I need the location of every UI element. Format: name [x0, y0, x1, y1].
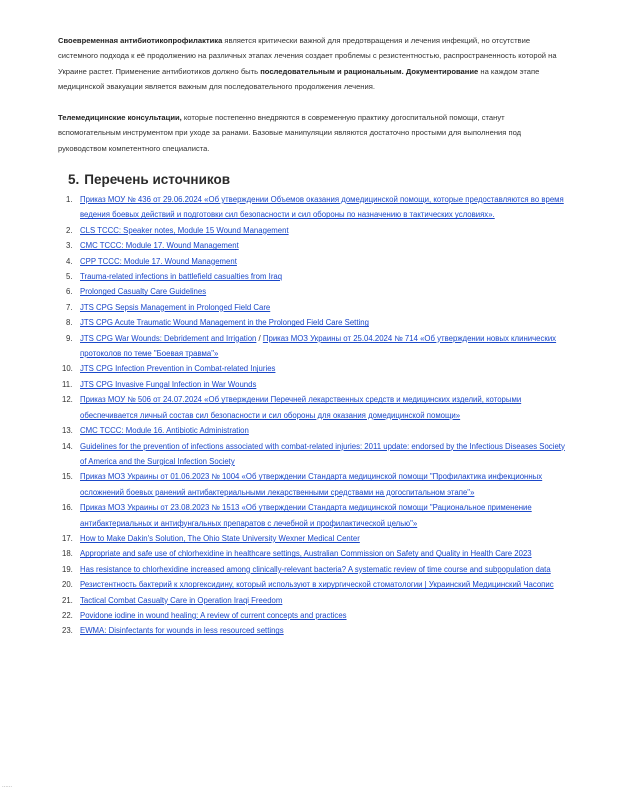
- bold-phrase: последовательным и рациональным.: [260, 66, 404, 76]
- paragraph-text: является критически важной для предотвращения и лечения инфекций, но отсутствие системного подхода к её продолжению на различных этапах лечения создает проблемы с резистентностью, распространенность которой на Украине растет. Применение антибиотиков должно быть: [58, 36, 557, 76]
- reference-number: 16.: [62, 503, 73, 513]
- reference-item: [62, 577, 566, 592]
- reference-link[interactable]: CMC TCCC: Module 16. Antibiotic Administration: [80, 426, 249, 436]
- bold-phrase: Документирование: [405, 66, 479, 76]
- reference-item: [62, 392, 566, 423]
- reference-link[interactable]: JTS CPG War Wounds: Debridement and Irrigation: [80, 333, 257, 343]
- intro-paragraph-telemedicine: [58, 110, 568, 156]
- reference-item: [66, 300, 566, 315]
- reference-link[interactable]: JTS CPG Invasive Fungal Infection in War Wounds: [80, 379, 257, 389]
- section-heading: [68, 172, 230, 187]
- reference-item: [66, 315, 566, 330]
- reference-number: 8.: [66, 318, 73, 328]
- reference-item: [66, 192, 566, 223]
- reference-link[interactable]: Prolonged Casualty Care Guidelines: [80, 287, 207, 297]
- bold-phrase: Телемедицинские консультации,: [58, 113, 182, 122]
- reference-link[interactable]: JTS CPG Infection Prevention in Combat-related Injuries: [80, 364, 276, 374]
- section-title: Перечень источников: [84, 172, 231, 187]
- reference-item: [66, 331, 566, 362]
- reference-number: 12.: [62, 395, 73, 405]
- reference-number: 14.: [62, 441, 73, 451]
- reference-link[interactable]: How to Make Dakin's Solution, The Ohio State University Wexner Medical Center: [80, 533, 360, 543]
- reference-item: [62, 531, 566, 546]
- page-corner-mark: ......: [2, 783, 13, 789]
- reference-link[interactable]: Приказ МОЗ Украины от 25.04.2024 № 714 «Об утверждении новых клинических протоколов по теме "Боевая травма"»: [80, 333, 557, 359]
- reference-separator: /: [256, 333, 263, 343]
- reference-number: 13.: [62, 426, 73, 436]
- paragraph-text: на каждом этапе медицинской эвакуации является важным для последовательного продолжения лечения.: [58, 66, 540, 92]
- reference-number: 4.: [66, 256, 73, 266]
- reference-item: [66, 269, 566, 284]
- reference-number: 23.: [62, 626, 73, 636]
- reference-link[interactable]: Has resistance to chlorhexidine increased among clinically-relevant bacteria? A systematic review of time course and subpopulation data: [80, 564, 551, 574]
- reference-number: 9.: [66, 333, 73, 343]
- intro-paragraph-antibiotics: [58, 33, 568, 95]
- reference-item: [62, 623, 566, 638]
- reference-item: [62, 439, 566, 470]
- reference-number: 6.: [66, 287, 73, 297]
- reference-link[interactable]: Приказ МОУ № 436 от 29.06.2024 «Об утверждении Объемов оказания домедицинской помощи, которые предоставляются во время ведения боевых действий и подготовки сил безопасности и сил обороны по назначению в тактических условиях».: [80, 195, 564, 220]
- reference-item: [62, 562, 566, 577]
- reference-item: [62, 546, 566, 561]
- reference-item: [62, 423, 566, 438]
- reference-number: 19.: [62, 564, 73, 574]
- reference-item: [62, 377, 566, 392]
- reference-number: 3.: [66, 241, 73, 251]
- reference-number: 22.: [62, 610, 73, 620]
- paragraph-text: которые постепенно внедряются в современную практику догоспитальной помощи, станут вспомогательным инструментом при уходе за ранами. Базовые манипуляции являются достаточно простыми для выполнения под руководством компетентного специалиста.: [58, 113, 522, 153]
- reference-number: 15.: [62, 472, 73, 482]
- reference-link[interactable]: Tactical Combat Casualty Care in Operation Iraqi Freedom: [80, 595, 283, 605]
- reference-item: [62, 608, 566, 623]
- reference-number: 18.: [62, 549, 73, 559]
- reference-item: [62, 593, 566, 608]
- reference-link[interactable]: Приказ МОУ № 506 от 24.07.2024 «Об утверждении Перечней лекарственных средств и медицинских изделий, которыми обеспечивается личный состав сил безопасности и сил обороны для оказания домедицинской помощи»: [80, 395, 522, 420]
- reference-link[interactable]: Trauma-related infections in battlefield casualties from Iraq: [80, 272, 283, 282]
- reference-link[interactable]: JTS CPG Acute Traumatic Wound Management in the Prolonged Field Care Setting: [80, 318, 369, 328]
- reference-number: 11.: [62, 379, 73, 389]
- reference-link[interactable]: Appropriate and safe use of chlorhexidine in healthcare settings, Australian Commission on Safety and Quality in Health Care 2023: [80, 549, 532, 559]
- reference-number: 5.: [66, 272, 73, 282]
- reference-number: 17.: [62, 533, 73, 543]
- bold-phrase: Своевременная антибиотикопрофилактика: [58, 36, 223, 45]
- reference-link[interactable]: Povidone iodine in wound healing: A review of current concepts and practices: [80, 610, 347, 620]
- reference-item: [66, 284, 566, 299]
- section-number: 5.: [68, 172, 80, 187]
- reference-link[interactable]: CMC TCCC: Module 17. Wound Management: [80, 241, 239, 251]
- reference-link[interactable]: EWMA: Disinfectants for wounds in less resourced settings: [80, 626, 284, 636]
- reference-link[interactable]: JTS CPG Sepsis Management in Prolonged Field Care: [80, 302, 271, 312]
- reference-list: [62, 192, 566, 639]
- reference-number: 20.: [62, 580, 73, 590]
- reference-number: 1.: [66, 195, 73, 204]
- reference-link[interactable]: Приказ МОЗ Украины от 23.08.2023 № 1513 «Об утверждении Стандарта медицинской помощи "Рациональное применение антибактериальных и антифунгальных препаратов с лечебной и профилактической целью"»: [80, 503, 532, 528]
- reference-link[interactable]: Приказ МОЗ Украины от 01.06.2023 № 1004 «Об утверждении Стандарта медицинской помощи "Профилактика инфекционных осложнений боевых ранений антибактериальными лекарственными средствами на догоспитальном этапе"»: [80, 472, 543, 497]
- reference-item: [62, 469, 566, 500]
- reference-item: [66, 254, 566, 269]
- reference-item: [66, 223, 566, 238]
- reference-number: 10.: [62, 364, 73, 374]
- reference-link[interactable]: Guidelines for the prevention of infections associated with combat-related injuries: 2011 update: endorsed by the Infectious Diseases Society of America and the Surgical Infection Society: [80, 441, 565, 466]
- reference-link[interactable]: CLS TCCC: Speaker notes, Module 15 Wound Management: [80, 225, 289, 235]
- reference-number: 2.: [66, 225, 73, 235]
- reference-item: [62, 500, 566, 531]
- reference-number: 21.: [62, 595, 73, 605]
- reference-item: [62, 361, 566, 376]
- reference-link[interactable]: Резистентность бактерий к хлоргексидину, который используют в хирургической стоматологии | Украинский Медицинский Часопис: [80, 580, 554, 590]
- reference-link[interactable]: CPP TCCC: Module 17. Wound Management: [80, 256, 237, 266]
- reference-item: [66, 238, 566, 253]
- reference-number: 7.: [66, 302, 73, 312]
